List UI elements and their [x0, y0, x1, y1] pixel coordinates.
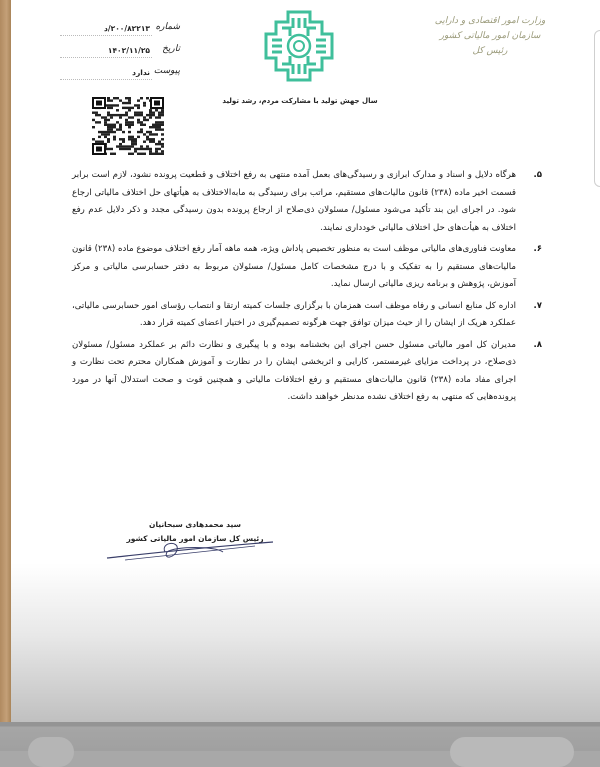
qr-code-icon: [92, 97, 164, 155]
clause-number: ۵.: [533, 170, 542, 180]
clause-number: ۷.: [533, 300, 542, 311]
signer-title: رئیس کل سازمان امور مالیاتی کشور: [126, 534, 264, 543]
ministry-line-3: رئیس کل: [472, 46, 508, 56]
letter-date-value: ۱۴۰۲/۱۱/۲۵: [107, 46, 150, 55]
left-action-button[interactable]: [28, 737, 74, 767]
clause-5: [72, 167, 542, 237]
letter-attachment-value: ندارد: [132, 68, 150, 77]
letter-number-row: [60, 20, 180, 42]
clause-text: هرگاه دلایل و اسناد و مدارک ابرازی و رسیدگی‌های بعمل آمده منتهی به رفع اختلاف و قطعیت پرونده نشود، لازم است برابر قسمت اخیر ماده (۲۳۸) قانون مالیات‌های مستقیم، مراتب برای رسیدگی به مابه‌الاختلاف به هیأتهای حل اختلاف مالیاتی ارجاع شود. در اجرای این بند تأکید می‌شود مسئول/ مسئولان ذی‌صلاح از ارجاع پرونده بدون رسیدگی مجدد و ذکر دلایل عدم رفع اختلاف به هیأت‌های حل اختلاف مالیاتی خودداری نمایند.: [72, 170, 516, 233]
right-action-button[interactable]: [450, 737, 574, 767]
dotted-line: [60, 57, 152, 58]
clause-number: ۶.: [533, 244, 542, 254]
clause-number: ۸.: [533, 339, 542, 350]
clause-text: اداره کل منابع انسانی و رفاه موظف است همزمان با برگزاری جلسات کمیته ارتقا و انتصاب رؤسای امور حسابرسی مالیاتی، عملکرد هریک از ایشان را از حیث میزان توافق جهت هرگونه تصمیم‌گیری در اختیار اعضای کمیته قرار دهد.: [72, 300, 516, 328]
dotted-line: [60, 35, 152, 36]
ministry-line-1: وزارت امور اقتصادی و دارایی: [434, 16, 546, 26]
tax-organization-logo-icon: [262, 8, 336, 84]
ministry-line-2: سازمان امور مالیاتی کشور: [439, 31, 541, 41]
letter-body: [72, 167, 542, 411]
clause-6: [72, 241, 542, 294]
side-frame: [594, 30, 600, 187]
letter-meta: [60, 20, 180, 86]
clause-7: [72, 298, 542, 333]
letter-attachment-row: [60, 64, 180, 86]
dotted-line: [60, 79, 152, 80]
ministry-header: [420, 14, 560, 59]
clause-8: [72, 337, 542, 407]
letter-attachment-label: پیوست: [153, 66, 180, 76]
year-slogan: سال جهش تولید با مشارکت مردم، رشد تولید: [222, 97, 378, 105]
letter-date-label: تاریخ: [162, 44, 180, 54]
clause-text: معاونت فناوری‌های مالیاتی موظف است به منظور تخصیص پاداش ویژه، همه ماهه آمار رفع اختلاف موضوع ماده (۲۳۸) قانون مالیات‌های مستقیم را به تفکیک و با درج مشخصات کامل مسئول/ مسئولان مربوط به دفتر حسابرسی مالیاتی و مرکز آموزش، پژوهش و برنامه ریزی مالیاتی ارسال نماید.: [72, 244, 516, 289]
letter-number-value: ۲۰۰/۸۲۲۱۳/د: [104, 24, 150, 33]
letter-number-label: شماره: [155, 22, 180, 32]
wooden-desk-edge: [0, 0, 11, 722]
clause-text: مدیران کل امور مالیاتی مسئول حسن اجرای این بخشنامه بوده و با پیگیری و نظارت دائم بر عملکرد مسئول/ مسئولان ذی‌صلاح، در پرداخت مزایای غیرمستمر، کارایی و اثربخشی ایشان را در نظارت و آموزش همکاران محترم تحت نظارت و اجرای مفاد ماده (۲۳۸) قانون مالیات‌های مستقیم و رفع اختلافات مالیاتی و همچنین قوت و صحت استدلال آنها در مورد پرونده‌هایی که منتهی به رفع اختلاف نشده مدنظر خواهند داشت.: [72, 339, 516, 402]
signer-name: سید محمدهادی سبحانیان: [149, 520, 241, 529]
signature-icon: [105, 538, 275, 562]
letter-date-row: [60, 42, 180, 64]
